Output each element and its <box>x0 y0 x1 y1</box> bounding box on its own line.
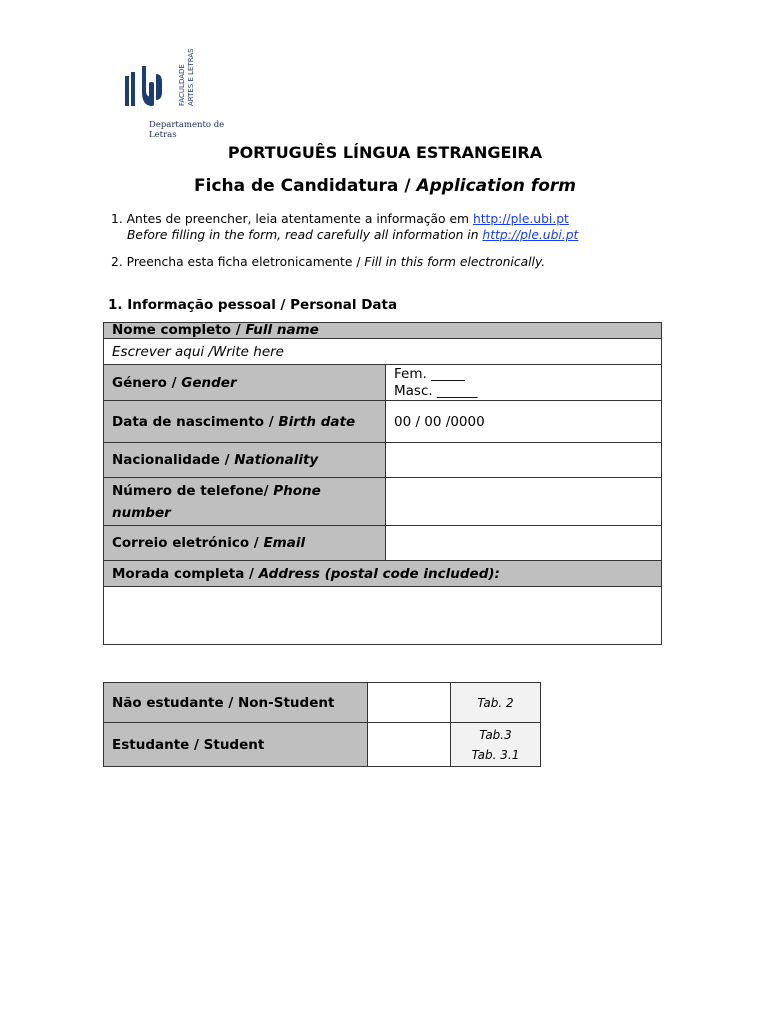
non-student-checkbox[interactable] <box>368 683 451 723</box>
phone-label: Número de telefone/ Phone number <box>104 478 386 526</box>
student-status-table <box>103 682 541 767</box>
form-subtitle: Ficha de Candidatura / Application form <box>194 176 576 196</box>
full-name-field[interactable]: Escrever aqui /Write here <box>104 339 662 365</box>
student-tab: Tab.3 Tab. 3.1 <box>451 723 541 767</box>
non-student-tab: Tab. 2 <box>451 683 541 723</box>
birth-date-field[interactable]: 00 / 00 /0000 <box>386 401 662 443</box>
gender-label: Género / Gender <box>104 365 386 401</box>
non-student-label: Não estudante / Non-Student <box>104 683 368 723</box>
student-label: Estudante / Student <box>104 723 368 767</box>
phone-field[interactable] <box>386 478 662 526</box>
address-field[interactable] <box>104 587 662 645</box>
ple-link-en[interactable]: http://ple.ubi.pt <box>482 228 579 242</box>
full-name-label: Nome completo / Full name <box>104 323 662 339</box>
nationality-label: Nacionalidade / Nationality <box>104 443 386 478</box>
faculty-text-logo <box>176 44 200 108</box>
birth-date-label: Data de nascimento / Birth date <box>104 401 386 443</box>
ple-link[interactable]: http://ple.ubi.pt <box>472 212 569 226</box>
section-title: 1. Informação pessoal / Personal Data <box>108 297 398 313</box>
email-field[interactable] <box>386 526 662 561</box>
email-label: Correio eletrónico / Email <box>104 526 386 561</box>
nationality-field[interactable] <box>386 443 662 478</box>
svg-text:FACULDADE: FACULDADE <box>178 64 186 106</box>
svg-text:ARTES E LETRAS: ARTES E LETRAS <box>187 48 195 106</box>
address-label: Morada completa / Address (postal code included): <box>104 561 662 587</box>
department-label: Departamento de Letras <box>149 120 225 140</box>
instruction-2: 2. Preencha esta ficha eletronicamente / Fill in this form electronically. <box>111 255 546 269</box>
personal-data-table <box>103 322 662 645</box>
page-title: PORTUGUÊS LÍNGUA ESTRANGEIRA <box>227 143 543 162</box>
student-checkbox[interactable] <box>368 723 451 767</box>
instruction-1: 1. Antes de preencher, leia atentamente a informação em http://ple.ubi.pt Before filling in the form, read carefully all information in http://ple.ubi.pt <box>111 212 579 242</box>
gender-field[interactable]: Fem. _____ Masc. ______ <box>386 365 662 401</box>
